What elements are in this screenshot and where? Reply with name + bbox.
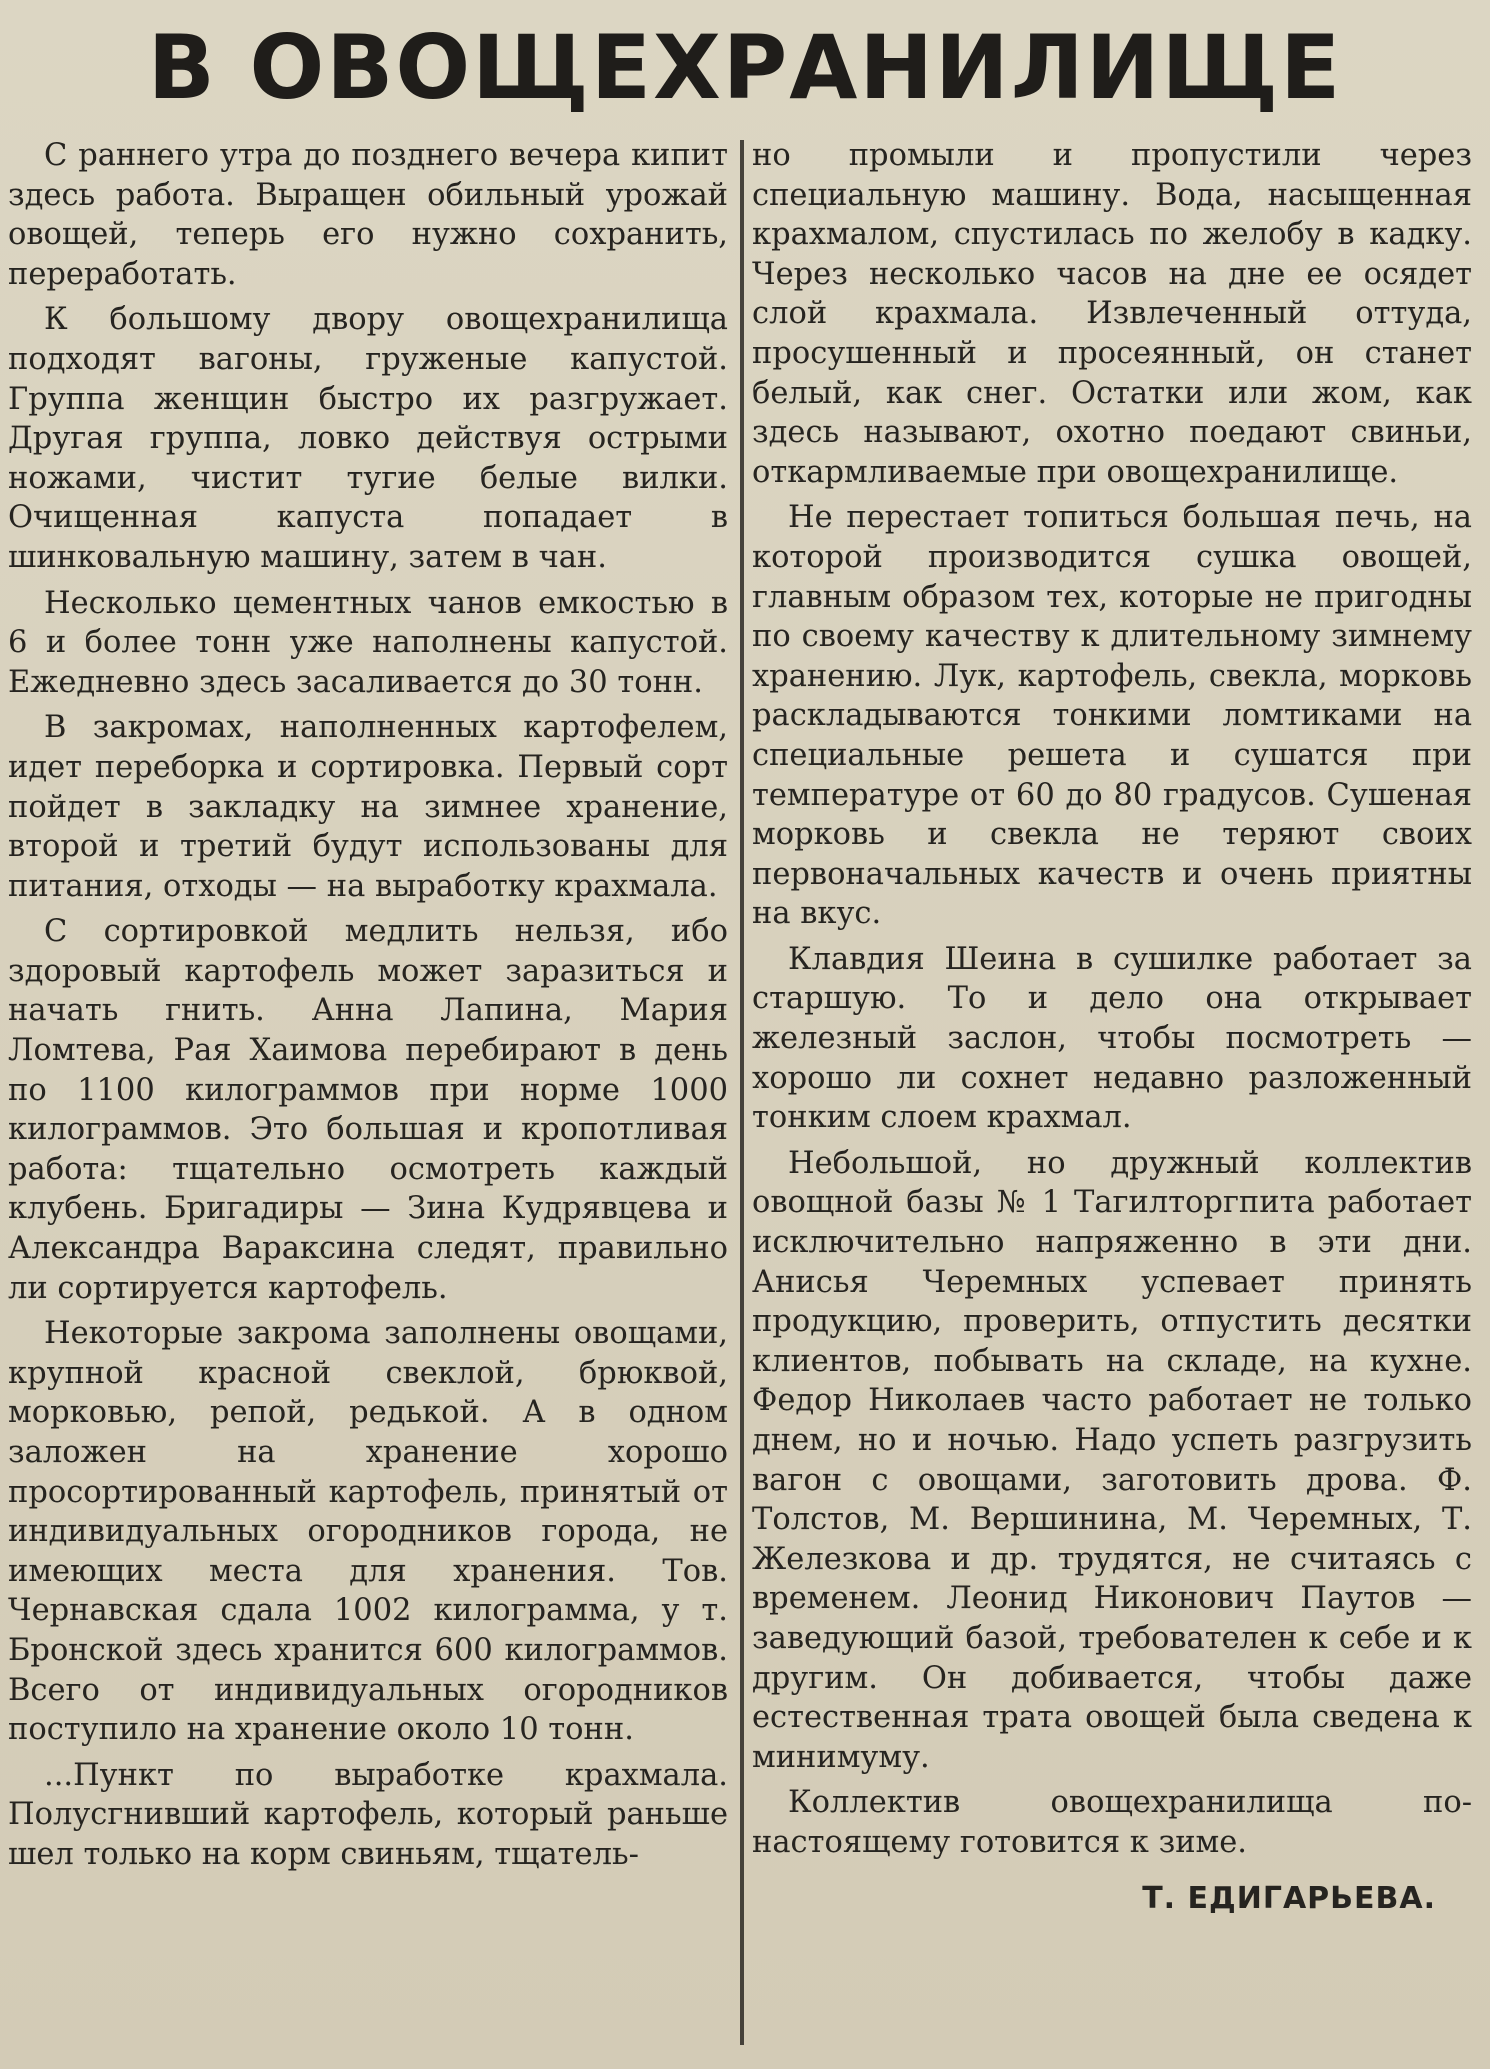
paragraph: ...Пункт по выработке крахмала. Полусгнивший картофель, который раньше шел только на корм свиньям, тщатель- <box>8 1757 728 1872</box>
paragraph: Клавдия Шеина в сушилке работает за старшую. То и дело она открывает железный заслон, чтобы посмотреть — хорошо ли сохнет недавно разложенный тонким слоем крахмал. <box>752 941 1472 1136</box>
paragraph: Несколько цементных чанов емкостью в 6 и более тонн уже наполнены капустой. Ежедневно здесь засаливается до 30 тонн. <box>8 585 728 700</box>
paragraph: Не перестает топиться большая печь, на которой производится сушка овощей, главным образом тех, которые не пригодны по своему качеству к длительному зимнему хранению. Лук, картофель, свекла, морковь раскладываются тонкими ломтиками на специальные решета и сушатся при температуре от 60 до 80 градусов. Сушеная морковь и свекла не теряют своих первоначальных качеств и очень приятны на вкус. <box>752 500 1472 932</box>
paragraph: Коллектив овощехранилища по-настоящему готовится к зиме. <box>752 1785 1472 1860</box>
right-column <box>752 136 1472 2041</box>
headline: В ОВОЩЕХРАНИЛИЩЕ <box>147 16 1343 119</box>
paragraph: С сортировкой медлить нельзя, ибо здоровый картофель может заразиться и начать гнить. Анна Лапина, Мария Ломтева, Рая Хаимова перебирают в день по 1100 килограммов при норме 1000 килограммов. Это большая и кропотливая работа: тщательно осмотреть каждый клубень. Бригадиры — Зина Кудрявцева и Александра Вараксина следят, правильно ли сортируется картофель. <box>8 914 728 1306</box>
paragraph: Небольшой, но дружный коллектив овощной базы № 1 Тагилторгпита работает исключительно напряженно в эти дни. Анисья Черемных успевает принять продукцию, проверить, отпустить десятки клиентов, побывать на складе, на кухне. Федор Николаев часто работает не только днем, но и ночью. Надо успеть разгрузить вагон с овощами, заготовить дрова. Ф. Толстов, М. Вершинина, М. Черемных, Т. Железкова и др. трудятся, не считаясь с временем. Леонид Никонович Паутов — заведующий базой, требователен к себе и к другим. Он добивается, чтобы даже естественная трата овощей была сведена к минимуму. <box>752 1145 1472 1775</box>
paragraph: С раннего утра до позднего вечера кипит здесь работа. Выращен обильный урожай овощей, теперь его нужно сохранить, переработать. <box>8 138 728 292</box>
paragraph: Некоторые закрома заполнены овощами, крупной красной свеклой, брюквой, морковью, репой, редькой. А в одном заложен на хранение хорошо просортированный картофель, принятый от индивидуальных огородников города, не имеющих места для хранения. Тов. Чернавская сдала 1002 килограмма, у т. Бронской здесь хранится 600 килограммов. Всего от индивидуальных огородников поступило на хранение около 10 тонн. <box>8 1316 728 1748</box>
paragraph: В закромах, наполненных картофелем, идет переборка и сортировка. Первый сорт пойдет в закладку на зимнее хранение, второй и третий будут использованы для питания, отходы — на выработку крахмала. <box>8 710 728 904</box>
left-column <box>8 136 728 2041</box>
paragraph: К большому двору овощехранилища подходят вагоны, груженые капустой. Группа женщин быстро их разгружает. Другая группа, ловко действуя острыми ножами, чистит тугие белые вилки. Очищенная капуста попадает в шинковальную машину, затем в чан. <box>8 302 728 575</box>
column-divider <box>740 140 744 2045</box>
author-signature: Т. ЕДИГАРЬЕВА. <box>1142 1880 1436 1916</box>
paragraph-continuation: но промыли и пропустили через специальную машину. Вода, насыщенная крахмалом, спустилась по желобу в кадку. Через несколько часов на дне ее осядет слой крахмала. Извлеченный оттуда, просушенный и просеянный, он станет белый, как снег. Остатки или жом, как здесь называют, охотно поедают свиньи, откармливаемые при овощехранилище. <box>752 138 1472 490</box>
